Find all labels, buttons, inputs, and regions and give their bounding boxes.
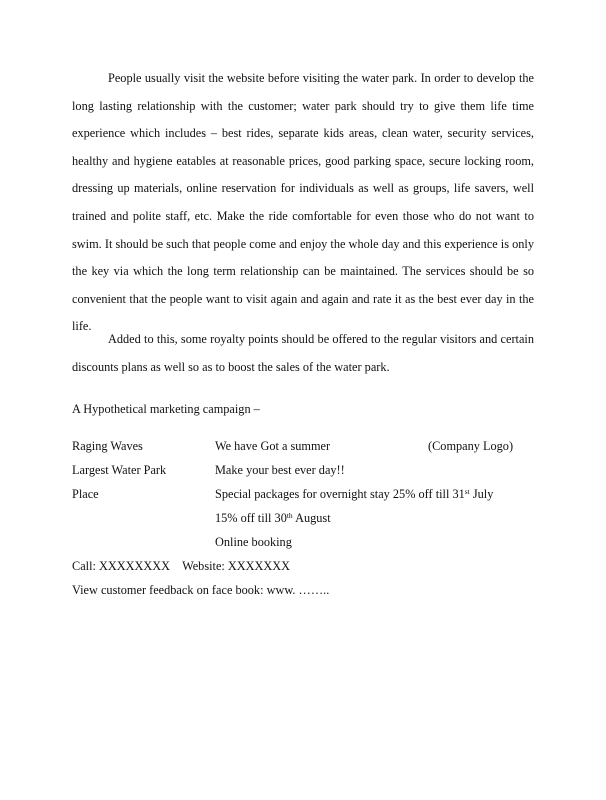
offer-ordinal: st — [464, 487, 470, 496]
offer-ordinal: th — [286, 511, 293, 520]
body-paragraph: Added to this, some royalty points should be offered to the regular visitors and certain discounts plans as well so as to boost the sales of the water park. — [72, 332, 534, 374]
company-logo-placeholder: (Company Logo) — [428, 439, 514, 453]
overnight-offer — [215, 486, 493, 502]
campaign-heading: A Hypothetical marketing campaign – — [72, 402, 260, 416]
feedback-line: View customer feedback on face book: www. …….. — [72, 583, 330, 597]
campaign-subtitle: Largest Water Park — [72, 463, 167, 477]
offer-month: July — [469, 487, 494, 501]
offer-text: Special packages for overnight stay 25% off till 31 — [215, 487, 465, 501]
campaign-slogan: Make your best ever day!! — [215, 463, 345, 477]
campaign-tagline: We have Got a summer — [215, 439, 331, 453]
august-offer — [215, 510, 331, 526]
offer-month: August — [292, 511, 331, 525]
campaign-name: Raging Waves — [72, 439, 143, 453]
contact-line: Call: XXXXXXXX Website: XXXXXXX — [72, 559, 291, 573]
online-booking: Online booking — [215, 535, 292, 549]
offer-text: 15% off till 30 — [215, 511, 287, 525]
body-paragraph: People usually visit the website before visiting the water park. In order to develop the long lasting relationship with the customer; water park should try to give them life time experience which includes – best rides, separate kids areas, clean water, security services, healthy and hygiene eatables at reasonable prices, good parking space, secure locking room, dressing up materials, online reservation for individuals as well as groups, life savers, well trained and polite staff, etc. Make the ride comfortable for even those who do not want to swim. It should be such that people come and enjoy the whole day and this experience is only the key via which the long term relationship can be maintained. The services should be so convenient that the people want to visit again and again and rate it as the best ever day in the life. — [72, 71, 534, 334]
place-label: Place — [72, 487, 99, 501]
